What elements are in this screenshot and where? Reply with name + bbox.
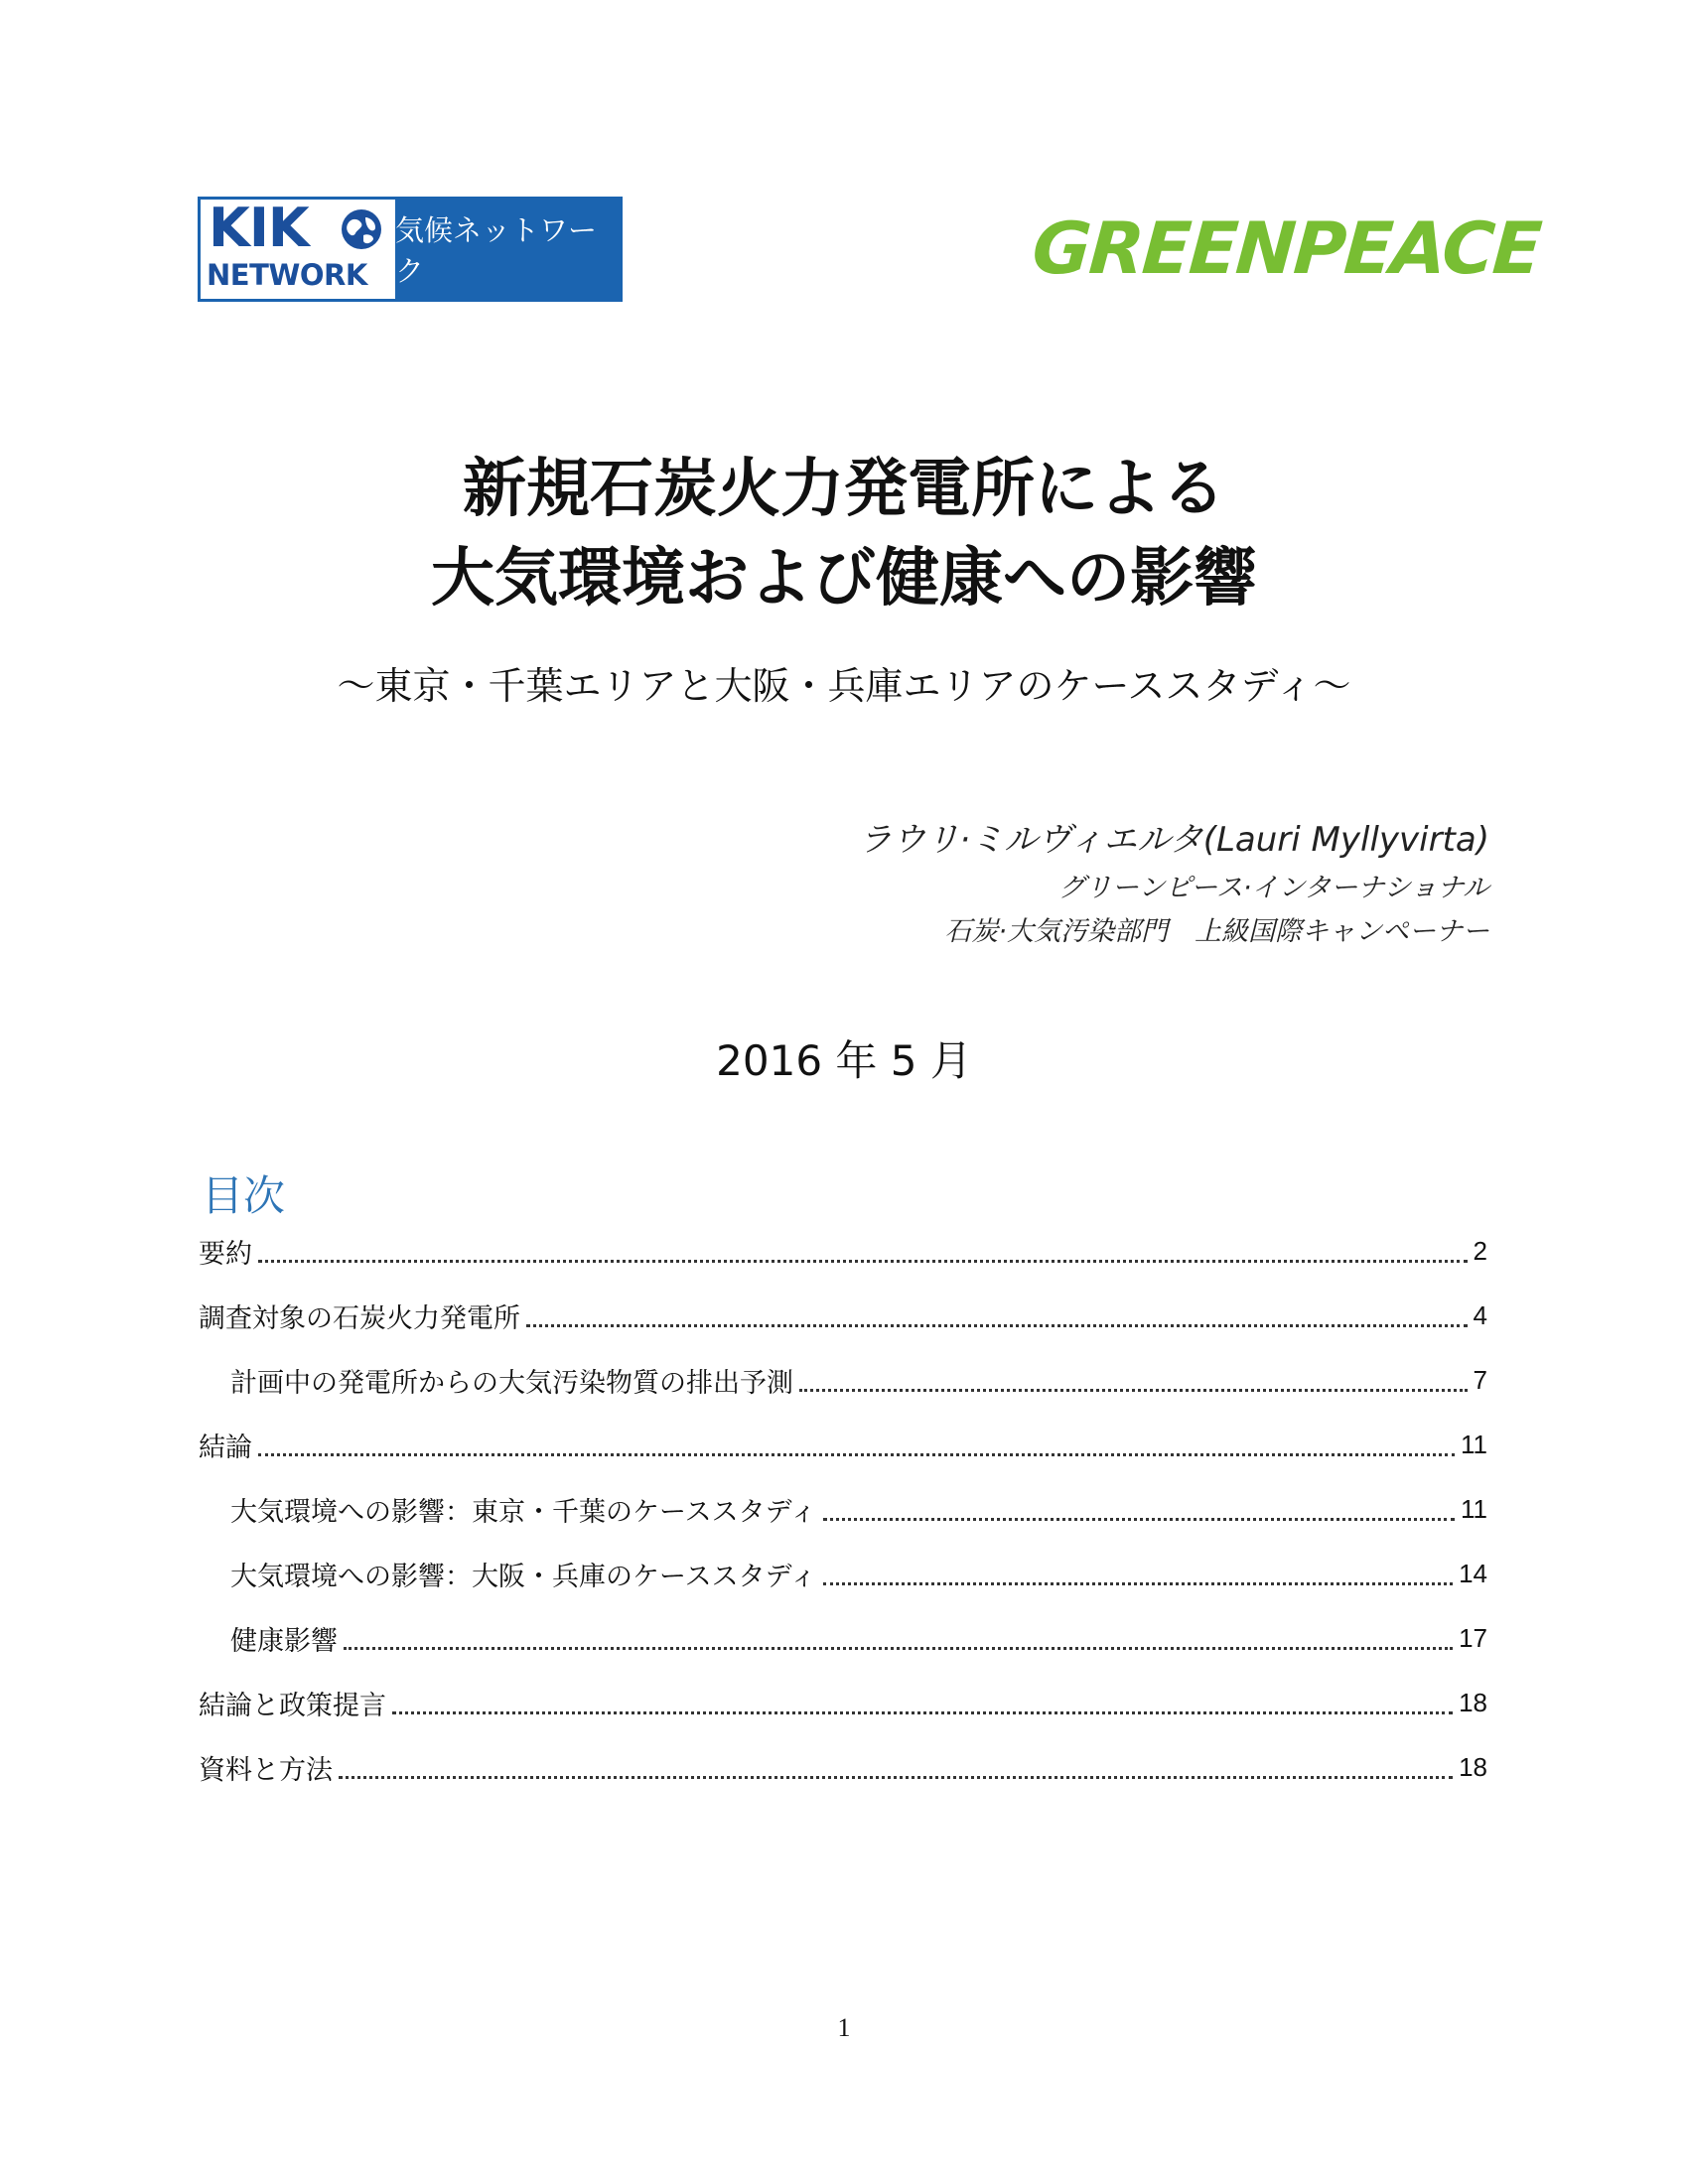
toc-entry-label: 健康影響 <box>230 1626 338 1657</box>
toc-leader-dots <box>823 1582 1454 1585</box>
toc-heading: 目次 <box>202 1171 286 1220</box>
toc-entry-label: 大気環境への影響：東京・千葉のケーススタディ <box>230 1497 817 1528</box>
toc-entry-label: 要約 <box>199 1239 252 1270</box>
kiko-logo-jp-label: 気候ネットワーク <box>395 200 620 299</box>
toc-entry[interactable] <box>199 1413 1487 1477</box>
page-number: 1 <box>837 2013 851 2042</box>
kiko-logo-network: NETWORK <box>207 258 367 292</box>
toc-leader-dots <box>799 1389 1468 1392</box>
document-subtitle: ～東京・千葉エリアと大阪・兵庫エリアのケーススタディ～ <box>337 664 1351 708</box>
document-title-line-1: 新規石炭火力発電所による <box>463 453 1225 526</box>
toc-entry-label: 結論と政策提言 <box>199 1691 386 1721</box>
author-position: 石炭·大気汚染部門 上級国際キャンペーナー <box>944 916 1489 947</box>
toc-leader-dots <box>526 1324 1468 1327</box>
toc-entry-label: 大気環境への影響：大阪・兵庫のケーススタディ <box>230 1562 817 1592</box>
toc-entry-page: 2 <box>1473 1236 1487 1266</box>
toc-leader-dots <box>392 1711 1453 1714</box>
kiko-network-logo <box>198 197 623 302</box>
kiko-logo-word: KIK <box>209 197 309 259</box>
toc-entry-page: 17 <box>1459 1623 1487 1653</box>
toc-entry-page: 11 <box>1461 1494 1487 1524</box>
toc-entry[interactable] <box>199 1284 1487 1348</box>
toc-entry-page: 18 <box>1459 1752 1487 1782</box>
toc-entry-label: 資料と方法 <box>199 1755 333 1786</box>
author-organization: グリーンピース·インターナショナル <box>1057 873 1489 903</box>
toc-entry-page: 18 <box>1459 1688 1487 1717</box>
toc-entry-page: 14 <box>1459 1559 1487 1588</box>
toc-leader-dots <box>823 1518 1456 1521</box>
toc-entry[interactable] <box>199 1348 1487 1413</box>
toc-leader-dots <box>344 1647 1453 1650</box>
toc-entry-page: 11 <box>1461 1430 1487 1459</box>
toc-entry-label: 調査対象の石炭火力発電所 <box>199 1303 520 1334</box>
document-title-line-2: 大気環境および健康への影響 <box>431 542 1257 615</box>
publication-date: 2016 年 5 月 <box>716 1036 972 1085</box>
toc-entry[interactable] <box>199 1477 1487 1542</box>
toc-entry[interactable] <box>199 1671 1487 1735</box>
toc-leader-dots <box>258 1260 1468 1263</box>
globe-icon <box>340 207 383 251</box>
toc-leader-dots <box>258 1453 1455 1456</box>
greenpeace-logo: GREENPEACE <box>1030 206 1543 290</box>
toc-entry[interactable] <box>199 1606 1487 1671</box>
author-name: ラウリ·ミルヴィエルタ(Lauri Myllyvirta) <box>858 820 1489 860</box>
toc-entry-label: 計画中の発電所からの大気汚染物質の排出予測 <box>230 1368 793 1399</box>
toc-leader-dots <box>339 1776 1453 1779</box>
toc-entry-page: 4 <box>1473 1300 1487 1330</box>
toc-entry-page: 7 <box>1473 1365 1487 1395</box>
toc-entry[interactable] <box>199 1219 1487 1284</box>
kiko-logo-wordmark <box>201 197 395 299</box>
toc-entry[interactable] <box>199 1542 1487 1606</box>
table-of-contents <box>199 1219 1487 1800</box>
toc-entry-label: 結論 <box>199 1433 252 1463</box>
toc-entry[interactable] <box>199 1735 1487 1800</box>
